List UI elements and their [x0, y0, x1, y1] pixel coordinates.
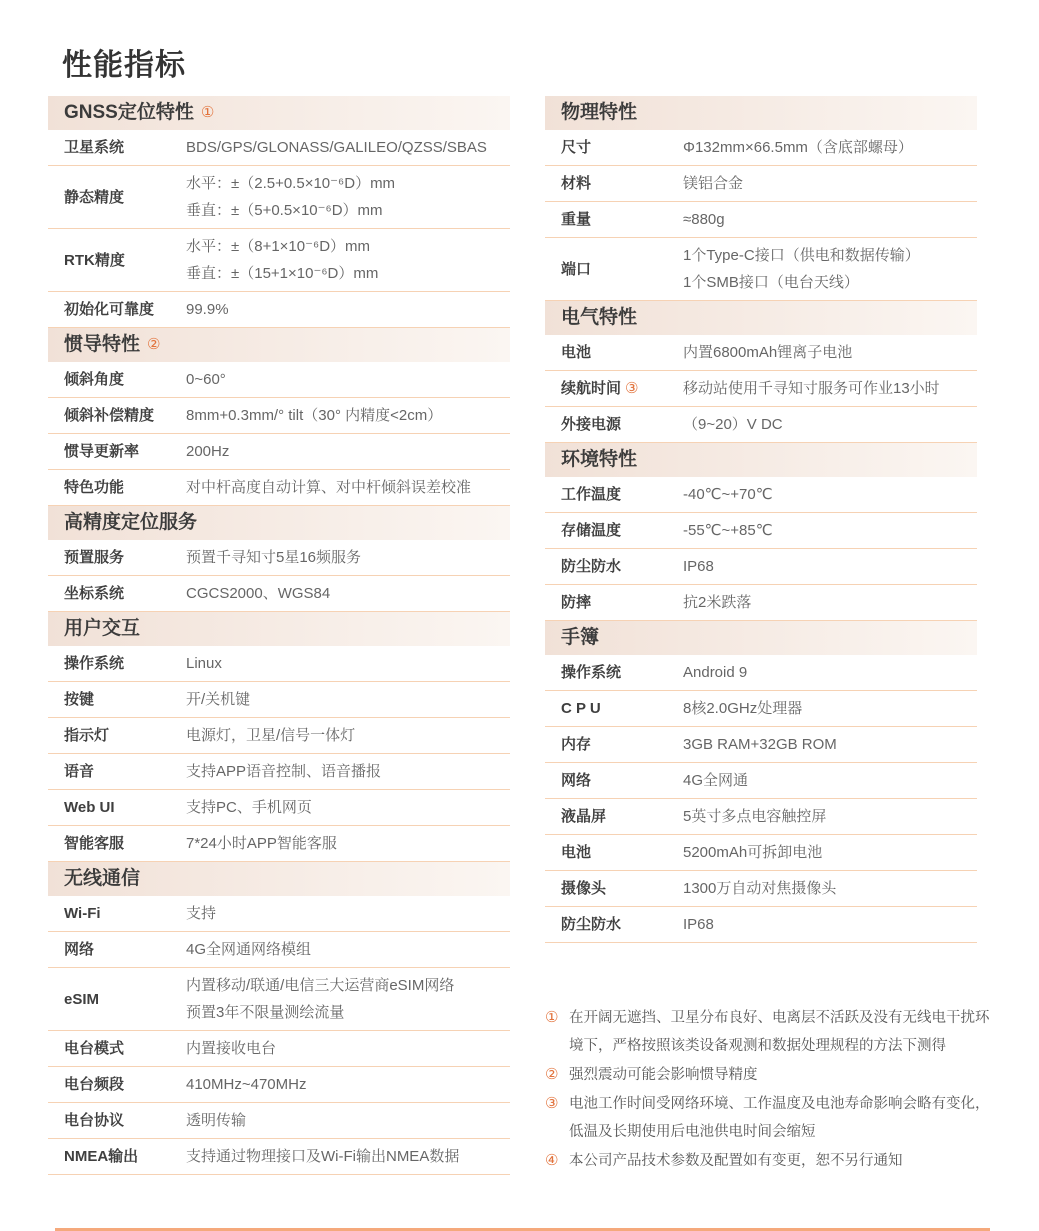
spec-row: [545, 513, 977, 549]
row-value: [683, 375, 977, 402]
row-value-line: 200Hz: [186, 443, 230, 460]
row-value: [683, 339, 977, 366]
spec-row: [545, 655, 977, 691]
spec-row: [48, 166, 510, 229]
row-value: [683, 517, 977, 544]
section-title: 物理特性: [561, 102, 638, 123]
spec-section: [545, 301, 977, 443]
spec-row: [48, 470, 510, 506]
row-value: [186, 1071, 510, 1098]
row-value: [186, 474, 510, 501]
row-label: 操作系统: [561, 664, 622, 681]
row-value-line: ≈880g: [683, 211, 725, 228]
row-value: [683, 134, 977, 161]
row-label: 材料: [561, 175, 592, 192]
row-value: [683, 411, 977, 438]
row-label: 电台模式: [64, 1040, 125, 1057]
row-value-line: IP68: [683, 558, 714, 575]
row-label: 电池: [561, 344, 592, 361]
row-value-line: IP68: [683, 916, 714, 933]
spec-section: [545, 621, 977, 943]
spec-row: [545, 130, 977, 166]
row-value-line: Android 9: [683, 664, 748, 681]
section-header: [48, 862, 510, 896]
spec-row: [545, 166, 977, 202]
row-value-line: 内置移动/联通/电信三大运营商eSIM网络: [186, 977, 455, 994]
row-value-line: 4G全网通网络模组: [186, 941, 312, 958]
spec-row: [545, 835, 977, 871]
row-label: 摄像头: [561, 880, 607, 897]
row-value-line: Φ132mm×66.5mm（含底部螺母）: [683, 139, 913, 156]
row-label: 特色功能: [64, 479, 125, 496]
footnotes: [545, 1004, 997, 1176]
row-value: [186, 402, 510, 429]
spec-row: [48, 130, 510, 166]
row-value-line: 水平：±（8+1×10⁻⁶D）mm: [186, 238, 371, 255]
footnote-text: 强烈震动可能会影响惯导精度: [569, 1067, 758, 1083]
row-value-line: 水平：±（2.5+0.5×10⁻⁶D）mm: [186, 175, 396, 192]
spec-row: [48, 790, 510, 826]
row-value-line: 镁铝合金: [683, 175, 744, 192]
spec-row: [48, 1031, 510, 1067]
spec-row: [545, 371, 977, 407]
row-label: 坐标系统: [64, 585, 125, 602]
row-value-line: 支持PC、手机网页: [186, 799, 312, 816]
spec-row: [48, 576, 510, 612]
spec-row: [48, 292, 510, 328]
row-label: 倾斜角度: [64, 371, 125, 388]
spec-row: [48, 826, 510, 862]
row-value: [186, 758, 510, 785]
spec-row: [545, 585, 977, 621]
section-title: 高精度定位服务: [64, 512, 198, 533]
footnote-marker: ③: [545, 1095, 559, 1112]
section-title: 手簿: [561, 627, 600, 648]
row-value: [683, 242, 977, 296]
footnote-marker: ②: [545, 1066, 559, 1083]
spec-row: [48, 896, 510, 932]
row-value-line: 支持: [186, 905, 217, 922]
footnote-text: 本公司产品技术参数及配置如有变更，恕不另行通知: [569, 1153, 903, 1169]
row-value-line: 支持通过物理接口及Wi-Fi输出NMEA数据: [186, 1148, 460, 1165]
spec-row: [48, 398, 510, 434]
spec-section: [48, 612, 510, 862]
spec-row: [545, 799, 977, 835]
row-value-line: 1个Type-C接口（供电和数据传输）: [683, 247, 920, 264]
section-header: [545, 443, 977, 477]
row-value: [186, 1035, 510, 1062]
row-value-line: 垂直：±（5+0.5×10⁻⁶D）mm: [186, 202, 383, 219]
row-value: [186, 650, 510, 677]
row-value: [683, 731, 977, 758]
row-label: 指示灯: [64, 727, 110, 744]
row-value: [683, 803, 977, 830]
spec-row: [545, 549, 977, 585]
footnote-item: [545, 1147, 997, 1175]
row-value-line: 5英寸多点电容触控屏: [683, 808, 827, 825]
row-label: 工作温度: [561, 486, 622, 503]
row-label: 电池: [561, 844, 592, 861]
spec-row: [48, 646, 510, 682]
row-label: 按键: [64, 691, 95, 708]
row-label: 防尘防水: [561, 916, 622, 933]
spec-section: [48, 862, 510, 1175]
row-label: 液晶屏: [561, 808, 607, 825]
section-header: [48, 612, 510, 646]
row-label: eSIM: [64, 990, 100, 1008]
section-header: [545, 621, 977, 655]
footnote-marker: ④: [545, 1152, 559, 1169]
row-value: [683, 911, 977, 938]
row-value-line: BDS/GPS/GLONASS/GALILEO/QZSS/SBAS: [186, 139, 487, 156]
footnote-item: [545, 1004, 997, 1060]
footnote-item: [545, 1090, 997, 1146]
row-value: [683, 206, 977, 233]
spec-row: [48, 754, 510, 790]
spec-row: [48, 1139, 510, 1175]
spec-row: [48, 540, 510, 576]
row-value: [683, 767, 977, 794]
spec-row: [545, 238, 977, 301]
row-label: Web UI: [64, 799, 115, 816]
section-title: GNSS定位特性: [64, 102, 194, 123]
spec-row: [545, 407, 977, 443]
footnote-ref: ①: [200, 104, 215, 121]
spec-row: [48, 932, 510, 968]
row-value-line: -40℃~+70℃: [683, 486, 773, 503]
footnote-ref: ②: [147, 336, 161, 353]
row-value: [186, 722, 510, 749]
row-value-line: 内置接收电台: [186, 1040, 277, 1057]
row-label: 惯导更新率: [64, 443, 140, 460]
spec-row: [545, 907, 977, 943]
row-value: [186, 296, 510, 323]
spec-section: [48, 506, 510, 612]
row-label: 防摔: [561, 594, 592, 611]
row-value-line: 0~60°: [186, 371, 226, 388]
section-title: 无线通信: [64, 868, 141, 889]
row-label: 内存: [561, 736, 592, 753]
row-value-line: 支持APP语音控制、语音播报: [186, 763, 382, 780]
spec-section: [545, 443, 977, 621]
row-label: C P U: [561, 700, 601, 717]
row-value-line: 3GB RAM+32GB ROM: [683, 736, 837, 753]
row-label: 存储温度: [561, 522, 622, 539]
row-value: [186, 936, 510, 963]
spec-row: [545, 871, 977, 907]
row-label: 网络: [64, 941, 95, 958]
row-value-line: 抗2米跌落: [683, 594, 752, 611]
page-title: 性能指标: [62, 49, 186, 82]
row-value: [186, 1143, 510, 1170]
row-value: [683, 553, 977, 580]
row-label: 预置服务: [64, 549, 125, 566]
section-header: [48, 328, 510, 362]
row-value: [186, 794, 510, 821]
row-value-line: 4G全网通: [683, 772, 749, 789]
row-value-line: 电源灯，卫星/信号一体灯: [186, 727, 356, 744]
row-label: 倾斜补偿精度: [64, 407, 155, 424]
section-header: [545, 301, 977, 335]
section-title: 环境特性: [561, 449, 638, 470]
row-value: [186, 1107, 510, 1134]
row-value-line: 5200mAh可拆卸电池: [683, 844, 823, 861]
row-value: [683, 875, 977, 902]
section-header: [48, 96, 510, 130]
row-label: 初始化可靠度: [64, 301, 155, 318]
section-title: 电气特性: [561, 307, 638, 328]
row-value-line: CGCS2000、WGS84: [186, 585, 331, 602]
spec-row: [48, 1103, 510, 1139]
row-value-line: 移动站使用千寻知寸服务可作业13小时: [683, 380, 940, 397]
row-value: [186, 233, 510, 287]
row-value-line: 99.9%: [186, 301, 229, 318]
row-value-line: 预置3年不限量测绘流量: [186, 1004, 345, 1021]
row-label: 外接电源: [561, 416, 622, 433]
row-value-line: 透明传输: [186, 1112, 247, 1129]
spec-row: [545, 477, 977, 513]
row-value-line: 预置千寻知寸5星16频服务: [186, 549, 362, 566]
row-label: 电台频段: [64, 1076, 125, 1093]
spec-row: [48, 362, 510, 398]
row-value-line: 1个SMB接口（电台天线）: [683, 274, 859, 291]
row-value-line: （9~20）V DC: [683, 416, 783, 433]
row-value-line: 8核2.0GHz处理器: [683, 700, 803, 717]
row-value: [186, 686, 510, 713]
row-value-line: -55℃~+85℃: [683, 522, 773, 539]
row-value: [186, 830, 510, 857]
row-value: [186, 544, 510, 571]
spec-section: [48, 96, 510, 328]
spec-row: [545, 202, 977, 238]
spec-row: [545, 691, 977, 727]
row-label: 尺寸: [561, 139, 592, 156]
spec-section: [48, 328, 510, 506]
row-label: Wi-Fi: [64, 905, 101, 922]
row-label: 防尘防水: [561, 558, 622, 575]
row-label: 端口: [561, 260, 592, 278]
spec-row: [48, 718, 510, 754]
right-spec-column: [545, 96, 977, 943]
spec-row: [545, 763, 977, 799]
row-value: [683, 695, 977, 722]
row-value-line: 对中杆高度自动计算、对中杆倾斜误差校准: [186, 479, 472, 496]
row-value: [186, 134, 510, 161]
row-value-line: 8mm+0.3mm/° tilt（30° 内精度<2cm）: [186, 407, 443, 424]
row-label: 卫星系统: [64, 139, 125, 156]
spec-section: [545, 96, 977, 301]
row-value: [683, 481, 977, 508]
spec-row: [545, 727, 977, 763]
row-value: [683, 839, 977, 866]
row-label: NMEA输出: [64, 1148, 139, 1165]
row-value: [186, 366, 510, 393]
row-value: [186, 972, 510, 1026]
row-label: 操作系统: [64, 655, 125, 672]
row-value: [683, 589, 977, 616]
section-header: [545, 96, 977, 130]
row-value: [186, 900, 510, 927]
section-header: [48, 506, 510, 540]
row-label: 网络: [561, 772, 592, 789]
left-spec-column: [48, 96, 510, 1175]
footnote-text: 在开阔无遮挡、卫星分布良好、电离层不活跃及没有无线电干扰环境下，严格按照该类设备观测和数据处理规程的方法下测得: [569, 1010, 990, 1054]
row-value: [683, 170, 977, 197]
footnote-text: 电池工作时间受网络环境、工作温度及电池寿命影响会略有变化，低温及长期使用后电池供电时间会缩短: [569, 1096, 990, 1140]
row-value: [186, 170, 510, 224]
row-label: 重量: [561, 211, 592, 228]
row-value: [683, 659, 977, 686]
footnote-ref: ③: [625, 380, 639, 397]
row-label: 智能客服: [64, 835, 125, 852]
row-value-line: 1300万自动对焦摄像头: [683, 880, 837, 897]
row-label: RTK精度: [64, 251, 125, 269]
spec-row: [545, 335, 977, 371]
row-label: 续航时间 ③: [561, 380, 639, 397]
spec-row: [48, 682, 510, 718]
row-value-line: 410MHz~470MHz: [186, 1076, 307, 1093]
row-label: 语音: [64, 763, 95, 780]
row-label: 静态精度: [64, 188, 125, 206]
row-value-line: 内置6800mAh锂离子电池: [683, 344, 853, 361]
row-value: [186, 438, 510, 465]
row-value-line: 7*24小时APP智能客服: [186, 835, 337, 852]
row-value-line: 垂直：±（15+1×10⁻⁶D）mm: [186, 265, 379, 282]
footnote-item: [545, 1061, 997, 1089]
section-title: 用户交互: [64, 618, 141, 639]
spec-row: [48, 968, 510, 1031]
spec-row: [48, 229, 510, 292]
spec-row: [48, 1067, 510, 1103]
section-title: 惯导特性: [64, 334, 141, 355]
row-label: 电台协议: [64, 1112, 125, 1129]
spec-row: [48, 434, 510, 470]
footnote-marker: ①: [545, 1009, 559, 1026]
row-value-line: 开/关机键: [186, 691, 251, 708]
row-value: [186, 580, 510, 607]
row-value-line: Linux: [186, 655, 222, 672]
